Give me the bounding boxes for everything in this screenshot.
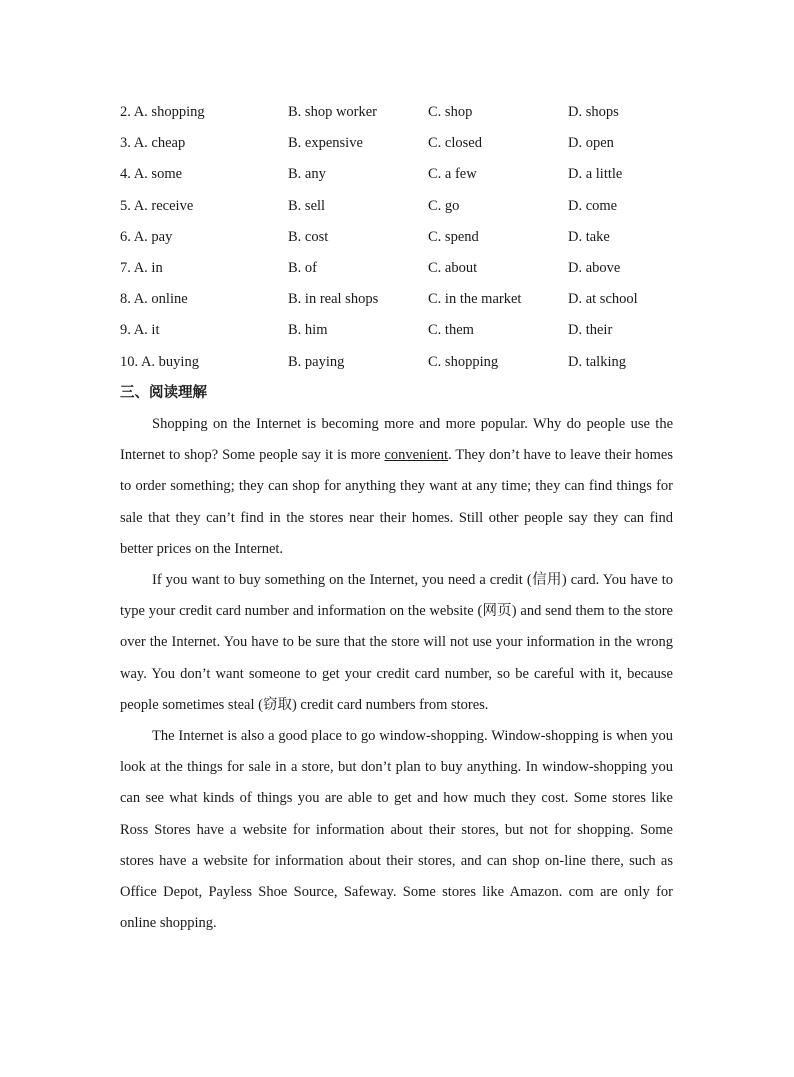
option-c: C. closed	[428, 135, 482, 152]
option-c: C. in the market	[428, 291, 522, 308]
option-c: C. shop	[428, 104, 473, 120]
option-d: D. talking	[568, 353, 626, 370]
option-a: 4. A. some	[120, 166, 183, 183]
option-a: 7. A. in	[120, 259, 163, 276]
option-d: D. at school	[568, 291, 638, 308]
section-heading: 三、阅读理解	[120, 385, 207, 401]
option-row	[120, 131, 680, 162]
option-d: D. above	[568, 259, 621, 276]
option-a: 2. A. shopping	[120, 104, 205, 120]
option-d: D. open	[568, 135, 614, 152]
option-b: B. expensive	[288, 135, 363, 152]
option-c: C. go	[428, 197, 460, 214]
passage-paragraph-1	[120, 409, 673, 565]
option-a: 6. A. pay	[120, 228, 173, 245]
answer-options-list	[120, 100, 680, 381]
option-b: B. of	[288, 259, 317, 276]
option-b: B. cost	[288, 228, 329, 245]
option-row	[120, 100, 680, 131]
underlined-word: convenient	[384, 447, 449, 464]
option-d: D. shops	[568, 104, 619, 120]
option-row	[120, 350, 680, 381]
option-a: 8. A. online	[120, 291, 188, 308]
option-a: 9. A. it	[120, 322, 160, 339]
paragraph-text: . They don’t have to leave their homes to order something; they can shop for anything they want at any time; they can find things for sale that they can’t find in the stores near their homes. Still other people say they can find better prices on the Internet.	[120, 447, 673, 557]
option-c: C. a few	[428, 166, 477, 183]
paragraph-text: Shopping on the Internet is becoming more and more popular. Why do people use the Internet to shop? Some people say it is more	[120, 416, 673, 464]
option-d: D. take	[568, 228, 610, 245]
option-b: B. him	[288, 322, 328, 339]
option-row	[120, 162, 680, 193]
option-d: D. come	[568, 197, 618, 214]
option-d: D. a little	[568, 166, 623, 183]
option-row	[120, 256, 680, 287]
reading-passage	[120, 409, 673, 939]
option-b: B. any	[288, 166, 326, 183]
option-a: 10. A. buying	[120, 353, 199, 370]
option-b: B. shop worker	[288, 104, 378, 120]
option-row	[120, 194, 680, 225]
option-row	[120, 318, 680, 349]
passage-paragraph-3: The Internet is also a good place to go window-shopping. Window-shopping is when you look at the things for sale in a store, but don’t plan to buy anything. In window-shopping you can see what kinds of things you are able to get and how much they cost. Some stores like Ross Stores have a website for information about their stores, but not for shopping. Some stores have a website for information about their stores, and can shop on-line there, such as Office Depot, Payless Shoe Source, Safeway. Some stores like Amazon. com are only for online shopping.	[120, 728, 673, 932]
option-b: B. in real shops	[288, 291, 379, 308]
option-a: 5. A. receive	[120, 197, 194, 214]
option-b: B. paying	[288, 353, 345, 370]
option-b: B. sell	[288, 197, 326, 214]
option-c: C. spend	[428, 228, 479, 245]
option-row	[120, 287, 680, 318]
option-a: 3. A. cheap	[120, 135, 186, 152]
passage-paragraph-2: If you want to buy something on the Internet, you need a credit (信用) card. You have to type your credit card number and information on the website (网页) and send them to the store over the Internet. You have to be sure that the store will not use your information in the wrong way. You don’t want someone to get your credit card number, so be careful with it, because people sometimes steal (窃取) credit card numbers from stores.	[120, 572, 673, 713]
option-c: C. shopping	[428, 353, 499, 370]
option-c: C. about	[428, 259, 478, 276]
option-d: D. their	[568, 322, 613, 339]
option-c: C. them	[428, 322, 474, 339]
option-row	[120, 225, 680, 256]
